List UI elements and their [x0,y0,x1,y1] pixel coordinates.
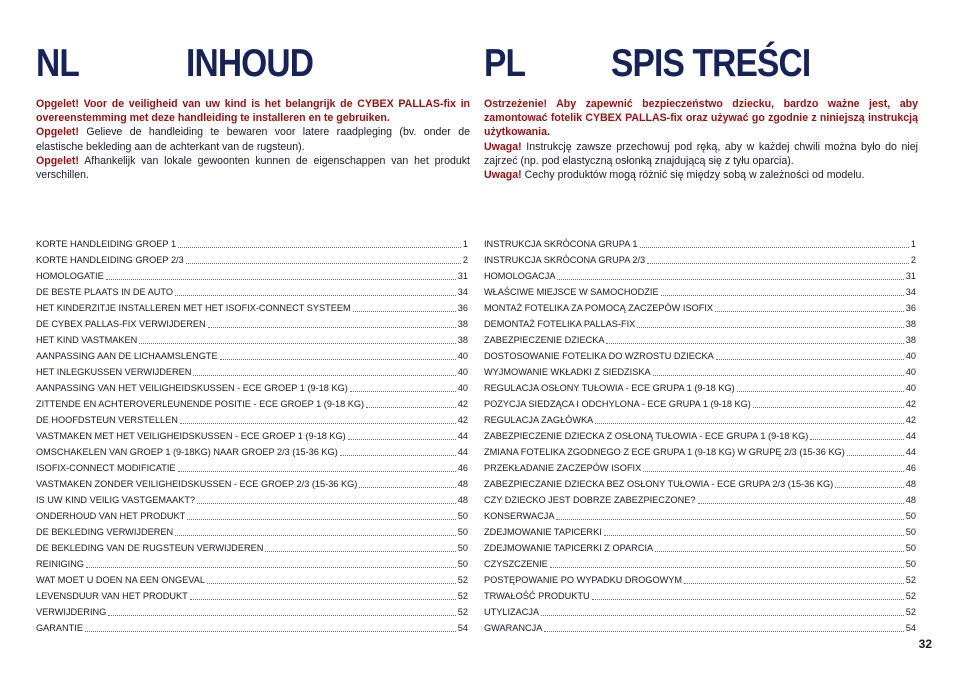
note-1 [484,140,918,168]
toc-entry[interactable] [484,394,916,410]
toc-entry[interactable] [36,426,468,442]
toc-entry-page: 40 [457,351,468,361]
toc-entry-label: HET KINDERZITJE INSTALLEREN MET HET ISOFIX-CONNECT SYSTEEM [36,303,351,313]
toc-leader-dots [265,551,455,552]
toc-entry-page: 2 [910,255,916,265]
toc-entry-label: WYJMOWANIE WKŁADKI Z SIEDZISKA [484,367,651,377]
toc-leader-dots [653,375,904,376]
toc-entry-page: 42 [905,399,916,409]
note-2 [484,168,918,182]
toc-entry-page: 52 [457,575,468,585]
toc-leader-dots [186,263,461,264]
note-text: Afhankelijk van lokale gewoonten kunnen de eigenschappen van het produkt verschillen. [36,154,470,182]
toc-entry-label: VASTMAKEN MET HET VEILIGHEIDSKUSSEN - ECE GROEP 1 (9-18 KG) [36,431,346,441]
toc-entry-page: 36 [457,303,468,313]
toc-entry[interactable] [484,490,916,506]
toc-entry-label: REGULACJA OSŁONY TUŁOWIA - ECE GRUPA 1 (9-18 KG) [484,383,735,393]
toc-entry[interactable] [484,458,916,474]
toc-entry-page: 42 [905,415,916,425]
toc-entry-page: 50 [905,527,916,537]
toc-entry[interactable] [36,266,468,282]
toc-leader-dots [592,599,904,600]
toc-entry-label: PRZEKŁADANIE ZACZEPÓW ISOFIX [484,463,642,473]
toc-entry-label: WAT MOET U DOEN NA EEN ONGEVAL [36,575,205,585]
toc-entry[interactable] [36,602,468,618]
toc-entry-label: CZY DZIECKO JEST DOBRZE ZABEZPIECZONE? [484,495,696,505]
note-label: Opgelet! [36,126,79,139]
toc-leader-dots [220,359,456,360]
toc-entry[interactable] [36,410,468,426]
toc-entry-label: HET KIND VASTMAKEN [36,335,138,345]
toc-entry-label: ZMIANA FOTELIKA ZGODNEGO Z ECE GRUPA 1 (9-18 KG) W GRUPĘ 2/3 (15-36 KG) [484,447,845,457]
toc-entry[interactable] [484,250,916,266]
toc-entry-label: HOMOLOGACJA [484,271,556,281]
toc-entry-label: INSTRUKCJA SKRÓCONA GRUPA 2/3 [484,255,646,265]
toc-entry-label: AANPASSING AAN DE LICHAAMSLENGTE [36,351,218,361]
toc-entry-label: ZABEZPIECZENIE DZIECKA [484,335,605,345]
toc-entry-page: 44 [457,431,468,441]
note-text: Gelieve de handleiding te bewaren voor latere raadpleging (bv. onder de elastische bekleding aan de achterkant van de rugsteun). [36,126,470,153]
toc-entry[interactable] [484,474,916,490]
page-number: 32 [918,637,932,651]
toc-entry-page: 34 [905,287,916,297]
toc-entry-label: KORTE HANDLEIDING GROEP 1 [36,239,177,249]
toc-leader-dots [86,567,456,568]
toc-leader-dots [698,503,904,504]
toc-leader-dots [557,279,903,280]
toc-entry[interactable] [36,506,468,522]
toc-entry[interactable] [36,570,468,586]
toc-entry-label: DEMONTAŻ FOTELIKA PALLAS-FIX [484,319,636,329]
toc-leader-dots [175,535,456,536]
toc-leader-dots [353,311,456,312]
toc-entry-page: 2 [462,255,468,265]
toc-leader-dots [180,423,456,424]
toc-entry[interactable] [484,570,916,586]
toc-entry[interactable] [484,618,916,634]
toc-entry-label: ISOFIX-CONNECT MODIFICATIE [36,463,176,473]
toc-entry-page: 40 [905,351,916,361]
toc-entry-label: DE BESTE PLAATS IN DE AUTO [36,287,173,297]
toc-leader-dots [556,519,903,520]
toc-leader-dots [647,263,909,264]
toc-entry-page: 50 [457,543,468,553]
toc-entry-page: 50 [905,511,916,521]
toc-entry[interactable] [484,538,916,554]
toc-leader-dots [541,615,904,616]
toc-entry-label: REGULACJA ZAGŁÓWKA [484,415,594,425]
toc-leader-dots [85,631,456,632]
toc-entry[interactable] [36,314,468,330]
toc-entry-page: 52 [905,575,916,585]
toc-entry-label: HET INLEGKUSSEN VERWIJDEREN [36,367,192,377]
toc-entry[interactable] [484,554,916,570]
toc-entry-label: DE CYBEX PALLAS-FIX VERWIJDEREN [36,319,206,329]
toc-entry-page: 1 [462,239,468,249]
note-label: Opgelet! [36,154,79,167]
toc-entry-page: 40 [457,367,468,377]
toc-entry[interactable] [484,506,916,522]
toc-entry[interactable] [484,442,916,458]
toc-entry-label: HOMOLOGATIE [36,271,104,281]
toc-entry-page: 48 [457,479,468,489]
language-code: NL [36,42,79,85]
toc-leader-dots [595,423,904,424]
toc-entry-page: 38 [905,335,916,345]
toc-entry-page: 38 [905,319,916,329]
language-code: PL [484,42,526,85]
toc-entry-label: OMSCHAKELEN VAN GROEP 1 (9-18KG) NAAR GROEP 2/3 (15-36 KG) [36,447,338,457]
toc-entry[interactable] [484,586,916,602]
toc-leader-dots [810,439,903,440]
toc-entry[interactable] [484,234,916,250]
toc-entry-page: 34 [457,287,468,297]
toc-entry[interactable] [36,618,468,634]
note-label: Uwaga! [484,169,522,182]
toc-entry[interactable] [36,586,468,602]
toc-entry[interactable] [36,522,468,538]
toc-entry-page: 44 [905,447,916,457]
toc-entry-label: IS UW KIND VEILIG VASTGEMAAKT? [36,495,196,505]
toc-entry-label: KONSERWACJA [484,511,555,521]
toc-entry-label: REINIGING [36,559,84,569]
toc-entry[interactable] [36,378,468,394]
toc-entry-page: 48 [457,495,468,505]
toc-entry-page: 50 [457,511,468,521]
toc-entry-page: 52 [457,591,468,601]
header-nl [36,42,470,92]
toc-leader-dots [187,519,456,520]
toc-leader-dots [606,343,903,344]
page-title: SPIS TREŚCI [611,42,811,85]
toc-entry-label: ZABEZPIECZENIE DZIECKA Z OSŁONĄ TUŁOWIA - ECE GRUPA 1 (9-18 KG) [484,431,809,441]
toc-entry-label: VERWIJDERING [36,607,107,617]
toc-entry[interactable] [484,362,916,378]
toc-entry-page: 1 [910,239,916,249]
toc-entry[interactable] [36,554,468,570]
toc-entry-page: 48 [905,495,916,505]
toc-entry-label: LEVENSDUUR VAN HET PRODUKT [36,591,188,601]
toc-entry-page: 44 [905,431,916,441]
toc-entry-label: ZITTENDE EN ACHTEROVERLEUNENDE POSITIE - ECE GROEP 1 (9-18 KG) [36,399,365,409]
toc-entry-page: 52 [905,607,916,617]
toc-leader-dots [753,407,904,408]
toc-leader-dots [175,295,456,296]
toc-entry-label: GARANTIE [36,623,83,633]
toc-leader-dots [366,407,456,408]
header-pl [484,42,918,92]
toc-entry-page: 50 [457,559,468,569]
toc-entry[interactable] [484,410,916,426]
toc-entry-page: 52 [905,591,916,601]
toc-leader-dots [207,583,456,584]
toc-leader-dots [359,487,455,488]
toc-entry-page: 38 [457,335,468,345]
toc-entry-label: VASTMAKEN ZONDER VEILIGHEIDSKUSSEN - ECE GROEP 2/3 (15-36 KG) [36,479,358,489]
toc-leader-dots [544,631,903,632]
toc-entry-label: ONDERHOUD VAN HET PRODUKT [36,511,186,521]
toc-entry-label: ZDEJMOWANIE TAPICERKI [484,527,602,537]
note-1 [36,125,470,153]
toc-leader-dots [190,599,456,600]
toc-entry[interactable] [484,522,916,538]
toc-entry-label: DE BEKLEDING VAN DE RUGSTEUN VERWIJDEREN [36,543,264,553]
toc-leader-dots [340,455,456,456]
toc-leader-dots [835,487,904,488]
toc-entry[interactable] [484,346,916,362]
toc-entry[interactable] [36,346,468,362]
toc-entry[interactable] [484,298,916,314]
toc-entry-page: 31 [457,271,468,281]
toc-entry[interactable] [36,362,468,378]
toc-entry-label: WŁAŚCIWE MIEJSCE W SAMOCHODZIE [484,287,659,297]
toc-entry-page: 46 [905,463,916,473]
toc-leader-dots [178,471,456,472]
toc-leader-dots [604,535,904,536]
toc-leader-dots [715,311,904,312]
toc-entry-page: 50 [905,543,916,553]
toc-entry[interactable] [36,282,468,298]
toc-entry[interactable] [36,490,468,506]
toc-entry-label: AANPASSING VAN HET VEILIGHEIDSKUSSEN - ECE GROEP 1 (9-18 KG) [36,383,348,393]
note-2 [36,154,470,182]
page-title: INHOUD [186,42,314,85]
toc-leader-dots [139,343,456,344]
toc-entry-label: ZDEJMOWANIE TAPICERKI Z OPARCIA [484,543,654,553]
toc-entry-page: 42 [457,415,468,425]
toc-entry[interactable] [36,394,468,410]
note-label: Uwaga! [484,140,522,153]
toc-entry-label: UTYLIZACJA [484,607,540,617]
intro-notes-pl [484,97,918,182]
toc-entry-label: TRWAŁOŚĆ PRODUKTU [484,591,590,601]
toc-leader-dots [550,567,904,568]
toc-leader-dots [350,391,456,392]
toc-leader-dots [208,327,456,328]
toc-entry-page: 44 [457,447,468,457]
toc-entry[interactable] [36,474,468,490]
toc-entry-page: 52 [457,607,468,617]
toc-entry-label: POSTĘPOWANIE PO WYPADKU DROGOWYM [484,575,683,585]
toc-leader-dots [197,503,456,504]
toc-leader-dots [637,327,903,328]
toc-entry-page: 38 [457,319,468,329]
toc-entry-page: 40 [905,383,916,393]
toc-leader-dots [643,471,904,472]
toc-leader-dots [847,455,904,456]
toc-entry[interactable] [484,282,916,298]
toc-entry-page: 54 [905,623,916,633]
toc-entry[interactable] [36,234,468,250]
intro-notes-nl [36,97,470,182]
table-of-contents-pl [484,234,916,634]
toc-entry-page: 50 [457,527,468,537]
toc-entry-label: DE BEKLEDING VERWIJDEREN [36,527,174,537]
toc-entry-page: 54 [457,623,468,633]
toc-entry-page: 50 [905,559,916,569]
toc-entry-label: KORTE HANDLEIDING GROEP 2/3 [36,255,184,265]
toc-leader-dots [640,247,909,248]
toc-entry-page: 42 [457,399,468,409]
toc-entry-label: DOSTOSOWANIE FOTELIKA DO WZROSTU DZIECKA [484,351,714,361]
safety-warning: Opgelet! Voor de veiligheid van uw kind is het belangrijk de CYBEX PALLAS-fix in overeenstemming met deze handleiding te installeren en te gebruiken. [36,98,470,125]
toc-entry-page: 36 [905,303,916,313]
toc-entry[interactable] [484,314,916,330]
table-of-contents-nl [36,234,468,634]
note-text: Cechy produktów mogą różnić się między sobą w zależności od modelu. [521,169,865,182]
toc-leader-dots [737,391,904,392]
toc-entry-page: 48 [905,479,916,489]
toc-entry-page: 40 [905,367,916,377]
toc-entry-page: 46 [457,463,468,473]
toc-leader-dots [655,551,904,552]
toc-entry[interactable] [36,250,468,266]
toc-entry[interactable] [36,458,468,474]
toc-entry-page: 31 [905,271,916,281]
toc-entry[interactable] [484,378,916,394]
toc-entry-label: MONTAŻ FOTELIKA ZA POMOCĄ ZACZEPÓW ISOFIX [484,303,714,313]
toc-leader-dots [661,295,904,296]
toc-entry-label: POZYCJA SIEDZĄCA I ODCHYLONA - ECE GRUPA 1 (9-18 KG) [484,399,751,409]
toc-entry[interactable] [484,330,916,346]
toc-entry-label: INSTRUKCJA SKRÓCONA GRUPA 1 [484,239,638,249]
toc-leader-dots [193,375,455,376]
toc-entry-label: GWARANCJA [484,623,543,633]
toc-entry[interactable] [36,442,468,458]
toc-leader-dots [684,583,904,584]
toc-leader-dots [178,247,461,248]
toc-entry[interactable] [36,538,468,554]
toc-leader-dots [348,439,456,440]
toc-entry-label: CZYSZCZENIE [484,559,548,569]
toc-entry-label: DE HOOFDSTEUN VERSTELLEN [36,415,178,425]
toc-entry[interactable] [36,298,468,314]
toc-entry-page: 40 [457,383,468,393]
note-text: Instrukcję zawsze przechowuj pod ręką, aby w każdej chwili można było do niej zajrzeć (np. pod elastyczną osłonką znajdującą się z tyłu oparcia). [484,140,918,167]
toc-leader-dots [108,615,455,616]
toc-leader-dots [716,359,904,360]
safety-warning: Ostrzeżenie! Aby zapewnić bezpieczeństwo dziecku, bardzo ważne jest, aby zamontować fotelik CYBEX PALLAS-fix oraz używać go zgodnie z niniejszą instrukcją użytkowania. [484,98,918,139]
toc-leader-dots [106,279,456,280]
toc-entry[interactable] [484,602,916,618]
toc-entry-label: ZABEZPIECZANIE DZIECKA BEZ OSŁONY TUŁOWIA - ECE GRUPA 2/3 (15-36 KG) [484,479,834,489]
toc-entry[interactable] [484,266,916,282]
toc-entry[interactable] [484,426,916,442]
toc-entry[interactable] [36,330,468,346]
